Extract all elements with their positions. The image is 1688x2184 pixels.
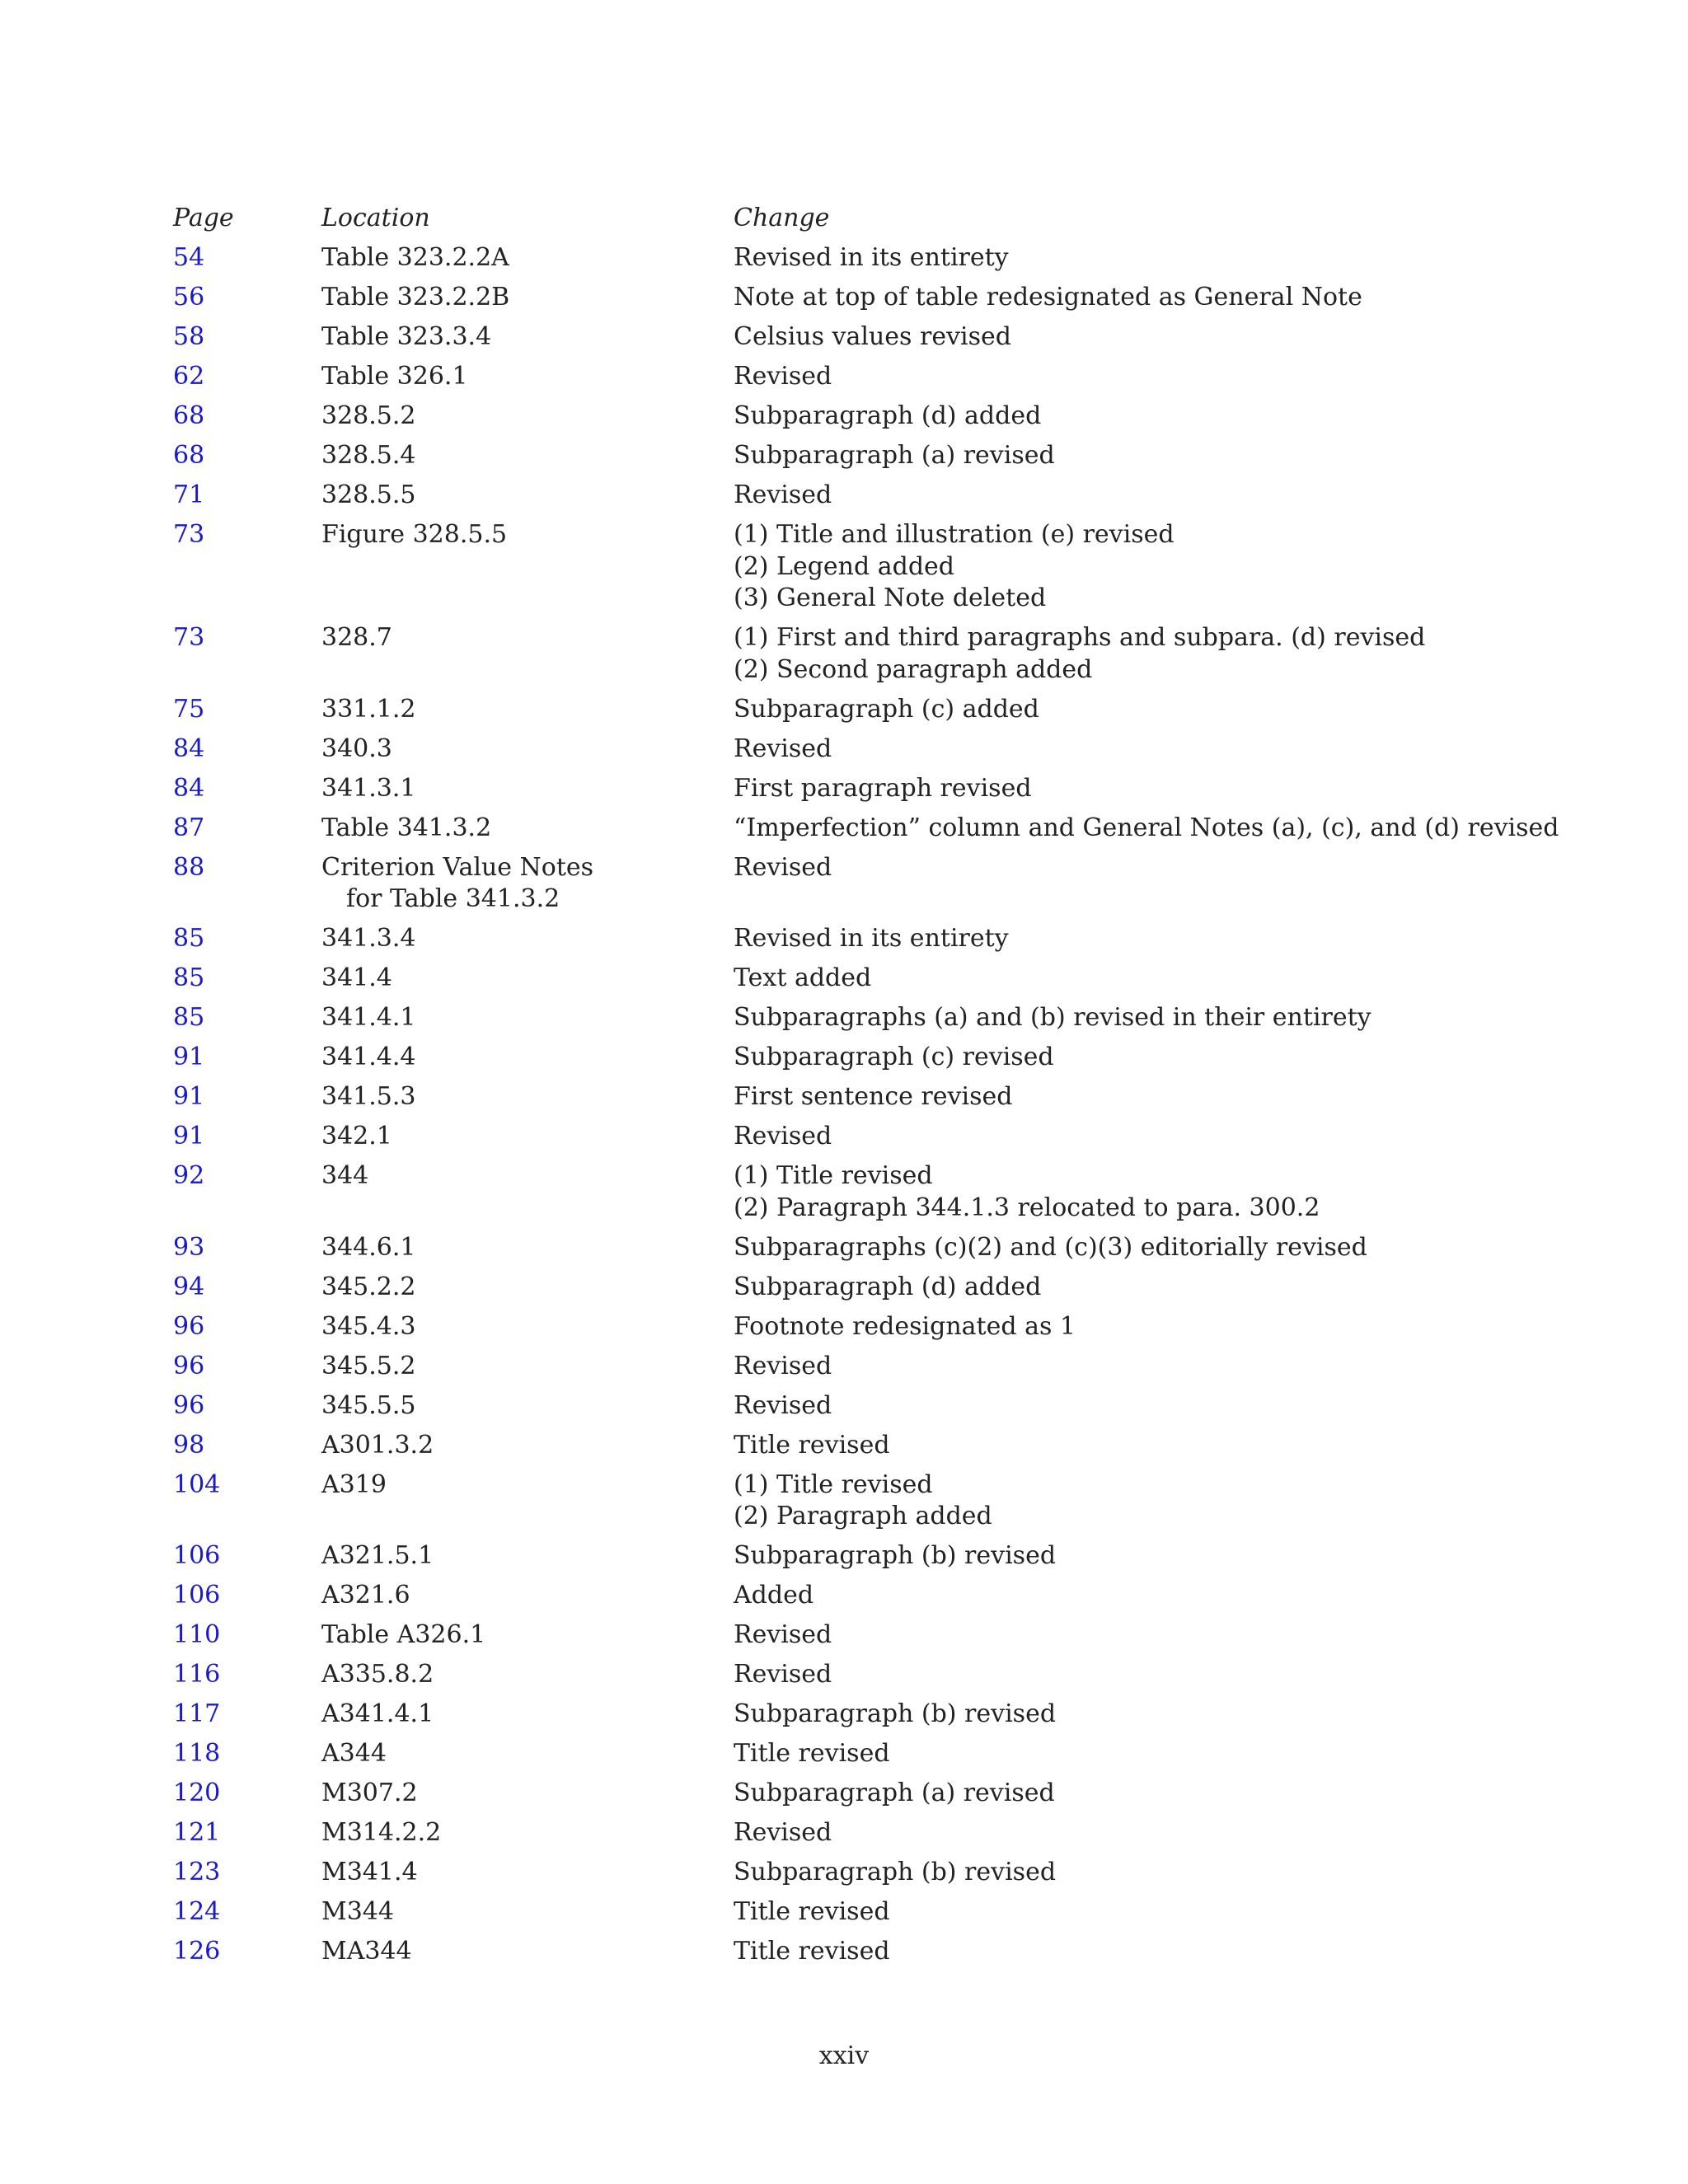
location-text: 341.5.3 [321, 1082, 416, 1111]
change-cell [734, 1580, 1525, 1612]
page-number: xxiv [818, 2041, 870, 2070]
location-cell [321, 773, 734, 805]
page-cell [173, 1311, 321, 1343]
change-text: Subparagraph (b) revised [734, 1699, 1057, 1728]
location-text: 341.4.4 [321, 1043, 416, 1071]
location-text: 345.5.2 [321, 1351, 416, 1380]
change-cell [734, 321, 1525, 354]
location-text: Table A326.1 [321, 1620, 486, 1649]
location-text: Table 323.2.2A [321, 243, 509, 272]
location-cell [321, 963, 734, 995]
table-row [173, 1430, 1525, 1462]
change-text: Revised [734, 1390, 832, 1420]
table-row [173, 1936, 1525, 1968]
table-row [173, 480, 1525, 512]
page-link[interactable]: 106 [173, 1541, 221, 1570]
location-text: 341.4 [321, 963, 392, 992]
page-link[interactable]: 88 [173, 852, 205, 882]
page-link[interactable]: 68 [173, 441, 205, 470]
change-text: Title revised [734, 1897, 890, 1926]
location-cell [321, 1857, 734, 1889]
page-link[interactable]: 110 [173, 1620, 221, 1649]
table-row [173, 963, 1525, 995]
table-body [173, 242, 1559, 1968]
location-text: 328.5.4 [321, 441, 416, 470]
page-cell [173, 242, 321, 274]
page-cell [173, 1232, 321, 1264]
location-cell [321, 1619, 734, 1652]
location-text: MA344 [321, 1937, 412, 1966]
page-cell [173, 361, 321, 393]
table-row [173, 1042, 1525, 1074]
page-link[interactable]: 126 [173, 1937, 221, 1966]
page-link[interactable]: 120 [173, 1779, 221, 1807]
change-cell [734, 1081, 1525, 1113]
change-text: “Imperfection” column and General Notes (a), (c), and (d) revised [734, 813, 1559, 842]
change-text: (2) Second paragraph added [734, 654, 1093, 684]
table-row [173, 440, 1525, 472]
change-cell [734, 1160, 1525, 1224]
table-row [173, 1699, 1525, 1731]
location-cell [321, 1778, 734, 1810]
page-link[interactable]: 91 [173, 1043, 205, 1071]
location-cell [321, 1699, 734, 1731]
page-cell [173, 321, 321, 354]
location-cell [321, 1351, 734, 1383]
location-cell [321, 321, 734, 354]
location-cell [321, 1817, 734, 1849]
change-cell [734, 773, 1525, 805]
change-text: Revised [734, 733, 832, 763]
location-text: Criterion Value Notes [321, 852, 594, 882]
page-cell [173, 1121, 321, 1153]
table-row [173, 1390, 1525, 1422]
location-cell [321, 282, 734, 314]
page-link[interactable]: 98 [173, 1430, 205, 1460]
table-row [173, 519, 1525, 615]
table-row [173, 1311, 1525, 1343]
page-link[interactable]: 62 [173, 362, 205, 391]
page-cell [173, 1659, 321, 1691]
page-link[interactable]: 54 [173, 243, 205, 272]
location-cell [321, 1002, 734, 1034]
location-cell [321, 361, 734, 393]
change-text: Text added [734, 963, 872, 992]
change-text: Revised [734, 852, 832, 882]
location-text: M314.2.2 [321, 1818, 442, 1847]
change-cell [734, 1619, 1525, 1652]
change-cell [734, 480, 1525, 512]
change-text: Celsius values revised [734, 322, 1011, 351]
table-row [173, 1121, 1525, 1153]
change-cell [734, 1659, 1525, 1691]
location-cell [321, 622, 734, 654]
location-text: 341.4.1 [321, 1003, 416, 1032]
page-cell [173, 1857, 321, 1889]
change-text: Revised [734, 480, 832, 509]
page-cell [173, 519, 321, 551]
location-text: M307.2 [321, 1779, 418, 1807]
location-cell [321, 1232, 734, 1264]
page-cell [173, 480, 321, 512]
change-text: Revised in its entirety [734, 243, 1009, 272]
change-text: Title revised [734, 1937, 890, 1966]
location-text: Table 341.3.2 [321, 813, 492, 842]
change-text: First paragraph revised [734, 773, 1032, 803]
change-cell [734, 733, 1525, 766]
location-cell [321, 1936, 734, 1968]
page-link[interactable]: 92 [173, 1161, 205, 1190]
location-text: 345.2.2 [321, 1272, 416, 1301]
page-cell [173, 733, 321, 766]
location-text: Table 323.2.2B [321, 283, 510, 312]
table-row [173, 1272, 1525, 1304]
table-row [173, 1896, 1525, 1929]
change-text: Subparagraphs (c)(2) and (c)(3) editorially revised [734, 1232, 1367, 1262]
change-text: Revised in its entirety [734, 924, 1009, 953]
location-text: 341.3.1 [321, 773, 416, 803]
change-cell [734, 1857, 1525, 1889]
location-cell [321, 1272, 734, 1304]
location-cell [321, 733, 734, 766]
location-cell [321, 480, 734, 512]
change-text: Subparagraph (c) revised [734, 1043, 1054, 1071]
page-link[interactable]: 85 [173, 1003, 205, 1032]
page-link[interactable]: 104 [173, 1469, 221, 1499]
page-cell [173, 1081, 321, 1113]
location-cell [321, 1430, 734, 1462]
page-link[interactable]: 96 [173, 1351, 205, 1380]
page-link[interactable]: 118 [173, 1739, 221, 1768]
table-row [173, 242, 1525, 274]
page-cell [173, 1351, 321, 1383]
change-text: Revised [734, 1660, 832, 1689]
page-cell [173, 1540, 321, 1572]
change-cell [734, 519, 1525, 615]
page-link[interactable]: 124 [173, 1897, 221, 1926]
change-text: Subparagraph (c) added [734, 694, 1039, 724]
table-row [173, 1351, 1525, 1383]
change-cell [734, 1351, 1525, 1383]
table-header-row [173, 203, 1525, 235]
page-link[interactable]: 116 [173, 1660, 221, 1689]
location-text: A321.5.1 [321, 1541, 434, 1570]
change-cell [734, 1738, 1525, 1770]
location-cell [321, 1738, 734, 1770]
location-text: 328.7 [321, 623, 392, 652]
change-cell [734, 401, 1525, 433]
location-cell [321, 1469, 734, 1502]
location-cell [321, 401, 734, 433]
location-cell [321, 1540, 734, 1572]
location-text: Table 323.3.4 [321, 322, 492, 351]
location-cell [321, 1081, 734, 1113]
change-cell [734, 1896, 1525, 1929]
page-link[interactable]: 96 [173, 1390, 205, 1420]
location-cell [321, 923, 734, 955]
location-cell [321, 813, 734, 845]
change-text: Note at top of table redesignated as General Note [734, 283, 1362, 312]
location-cell [321, 1659, 734, 1691]
change-text: (1) First and third paragraphs and subpara. (d) revised [734, 623, 1426, 652]
table-row [173, 1817, 1525, 1849]
table-row [173, 401, 1525, 433]
change-text: Subparagraph (a) revised [734, 441, 1055, 470]
page-cell [173, 1430, 321, 1462]
page-cell [173, 1272, 321, 1304]
location-text: for Table 341.3.2 [346, 884, 560, 913]
page-link[interactable]: 73 [173, 520, 205, 549]
table-row [173, 282, 1525, 314]
page-link[interactable]: 87 [173, 813, 205, 842]
page-cell [173, 923, 321, 955]
location-cell [321, 1121, 734, 1153]
page-link[interactable]: 68 [173, 401, 205, 430]
page-cell [173, 1619, 321, 1652]
location-text: A335.8.2 [321, 1660, 434, 1689]
page-link[interactable]: 56 [173, 283, 205, 312]
location-cell [321, 242, 734, 274]
page-cell [173, 1580, 321, 1612]
change-cell [734, 1121, 1525, 1153]
page-cell [173, 1738, 321, 1770]
location-text: 344 [321, 1161, 369, 1190]
table-row [173, 923, 1525, 955]
location-cell [321, 440, 734, 472]
table-row [173, 852, 1525, 916]
location-text: Table 326.1 [321, 362, 468, 391]
location-cell [321, 1311, 734, 1343]
table-row [173, 813, 1559, 845]
page-link[interactable]: 73 [173, 623, 205, 652]
change-text: (2) Legend added [734, 551, 954, 581]
change-cell [734, 1817, 1525, 1849]
change-text: Subparagraph (b) revised [734, 1541, 1057, 1570]
page-cell [173, 1469, 321, 1502]
location-text: 341.3.4 [321, 924, 416, 953]
change-text: First sentence revised [734, 1082, 1013, 1111]
location-text: M344 [321, 1897, 394, 1926]
change-text: (2) Paragraph added [734, 1502, 992, 1530]
header-change: Change [734, 204, 830, 232]
table-row [173, 361, 1525, 393]
table-row [173, 1540, 1525, 1572]
location-text: M341.4 [321, 1858, 418, 1886]
table-row [173, 1738, 1525, 1770]
page-cell [173, 694, 321, 726]
change-cell [734, 1430, 1525, 1462]
location-text: 328.5.2 [321, 401, 416, 430]
location-text: A321.6 [321, 1581, 410, 1610]
change-cell [734, 694, 1525, 726]
location-text: 342.1 [321, 1122, 392, 1151]
page-link[interactable]: 123 [173, 1858, 221, 1886]
change-text: Revised [734, 1620, 832, 1649]
table-row [173, 1232, 1525, 1264]
location-text: 345.5.5 [321, 1390, 416, 1420]
page-cell [173, 1002, 321, 1034]
page-link[interactable]: 121 [173, 1818, 221, 1847]
page-cell [173, 963, 321, 995]
change-text: Added [734, 1581, 814, 1610]
change-cell [734, 963, 1525, 995]
table-row [173, 694, 1525, 726]
location-text: 345.4.3 [321, 1311, 416, 1341]
page-cell [173, 401, 321, 433]
location-cell [321, 519, 734, 551]
page-cell [173, 1896, 321, 1929]
location-text: 340.3 [321, 733, 392, 763]
table-row [173, 622, 1525, 686]
page-cell [173, 1936, 321, 1968]
table-row [173, 733, 1525, 766]
location-cell [321, 1390, 734, 1422]
change-text: Subparagraph (d) added [734, 401, 1042, 430]
change-cell [734, 1936, 1525, 1968]
change-cell [734, 440, 1525, 472]
page-link[interactable]: 117 [173, 1699, 221, 1728]
change-cell [734, 622, 1525, 686]
change-text: (1) Title and illustration (e) revised [734, 520, 1175, 549]
page-link[interactable]: 106 [173, 1581, 221, 1610]
change-cell [734, 242, 1525, 274]
change-text: (2) Paragraph 344.1.3 relocated to para. 300.2 [734, 1193, 1320, 1222]
location-cell [321, 1042, 734, 1074]
location-text: 344.6.1 [321, 1232, 416, 1262]
change-text: Footnote redesignated as 1 [734, 1311, 1076, 1341]
page-cell [173, 852, 321, 884]
change-cell [734, 282, 1525, 314]
location-text: A301.3.2 [321, 1430, 434, 1460]
change-cell [734, 361, 1525, 393]
header-location: Location [321, 204, 430, 232]
change-cell [734, 1232, 1525, 1264]
page-cell [173, 1817, 321, 1849]
change-text: Subparagraph (a) revised [734, 1779, 1055, 1807]
change-text: Title revised [734, 1430, 890, 1460]
change-text: Subparagraph (b) revised [734, 1858, 1057, 1886]
table-row [173, 1002, 1525, 1034]
page-link[interactable]: 84 [173, 733, 205, 763]
table-row [173, 1778, 1525, 1810]
change-cell [734, 923, 1525, 955]
change-text: (1) Title revised [734, 1161, 933, 1190]
location-cell [321, 852, 734, 916]
change-cell [734, 1311, 1525, 1343]
change-cell [734, 1002, 1525, 1034]
change-text: (3) General Note deleted [734, 583, 1047, 612]
table-row [173, 773, 1525, 805]
page-cell [173, 813, 321, 845]
header-page: Page [173, 204, 234, 232]
table-row [173, 1081, 1525, 1113]
page-link[interactable]: 94 [173, 1272, 205, 1301]
page-cell [173, 282, 321, 314]
location-cell [321, 694, 734, 726]
page-cell [173, 1778, 321, 1810]
page-link[interactable]: 85 [173, 963, 205, 992]
page-cell [173, 773, 321, 805]
table-row [173, 321, 1525, 354]
change-text: Subparagraph (d) added [734, 1272, 1042, 1301]
table-row [173, 1659, 1525, 1691]
page-cell [173, 1042, 321, 1074]
location-cell [321, 1896, 734, 1929]
page-cell [173, 1699, 321, 1731]
location-text: 331.1.2 [321, 694, 416, 724]
table-row [173, 1160, 1525, 1224]
page-link[interactable]: 71 [173, 480, 205, 509]
table-row [173, 1580, 1525, 1612]
change-cell [734, 1390, 1525, 1422]
page-link[interactable]: 58 [173, 322, 205, 351]
page-link[interactable]: 85 [173, 924, 205, 953]
page-cell [173, 622, 321, 654]
page-link[interactable]: 84 [173, 773, 205, 803]
page-cell [173, 1160, 321, 1193]
change-cell [734, 813, 1559, 845]
page-link[interactable]: 91 [173, 1122, 205, 1151]
change-cell [734, 1469, 1525, 1533]
change-cell [734, 852, 1525, 884]
page-cell [173, 1390, 321, 1422]
location-cell [321, 1580, 734, 1612]
changes-table [173, 203, 1559, 1975]
table-row [173, 1857, 1525, 1889]
page-link[interactable]: 96 [173, 1311, 205, 1341]
page-link[interactable]: 93 [173, 1232, 205, 1262]
table-row [173, 1469, 1525, 1533]
location-text: A319 [321, 1469, 387, 1499]
change-cell [734, 1042, 1525, 1074]
change-cell [734, 1778, 1525, 1810]
change-text: Revised [734, 1122, 832, 1151]
table-row [173, 1619, 1525, 1652]
change-text: (1) Title revised [734, 1469, 933, 1499]
change-text: Revised [734, 1351, 832, 1380]
change-cell [734, 1272, 1525, 1304]
change-text: Subparagraphs (a) and (b) revised in their entirety [734, 1003, 1372, 1032]
location-cell [321, 1160, 734, 1193]
change-cell [734, 1699, 1525, 1731]
location-text: 328.5.5 [321, 480, 416, 509]
location-text: Figure 328.5.5 [321, 520, 508, 549]
change-text: Title revised [734, 1739, 890, 1768]
change-cell [734, 1540, 1525, 1572]
page-cell [173, 440, 321, 472]
page-link[interactable]: 75 [173, 694, 205, 724]
page-link[interactable]: 91 [173, 1082, 205, 1111]
location-text: A341.4.1 [321, 1699, 434, 1728]
change-text: Revised [734, 1818, 832, 1847]
change-text: Revised [734, 362, 832, 391]
location-text: A344 [321, 1739, 387, 1768]
